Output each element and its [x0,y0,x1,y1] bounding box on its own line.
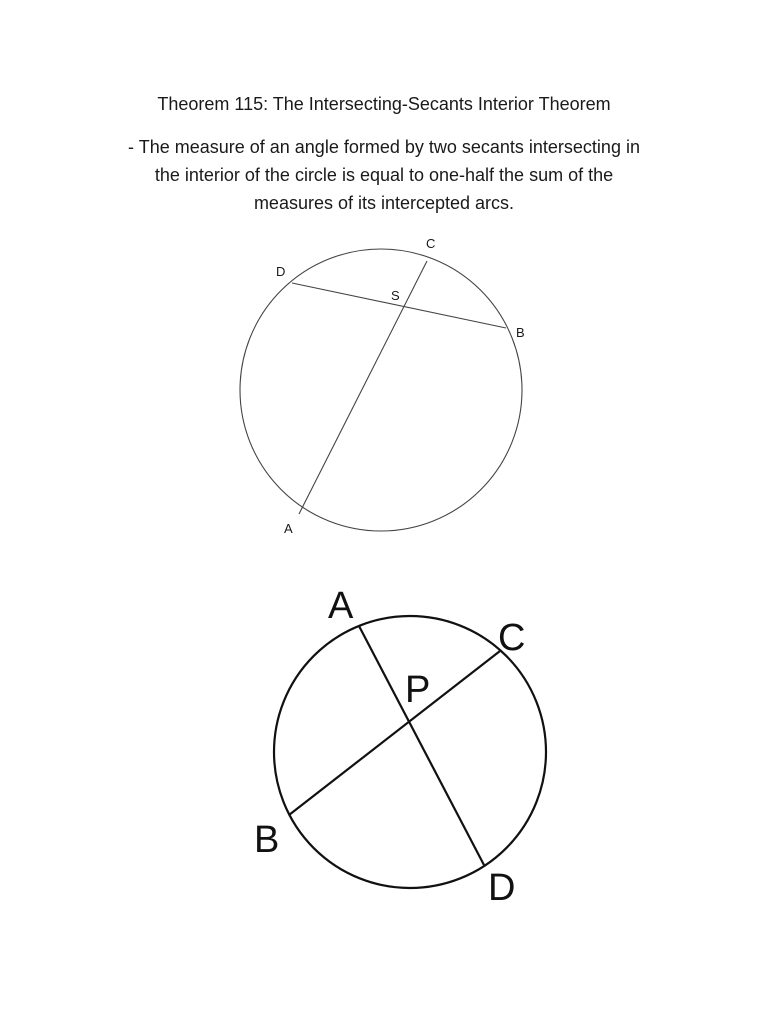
label-p: P [405,669,431,711]
label-d: D [276,264,286,279]
secant-ac [299,261,427,514]
statement-line: the interior of the circle is equal to one-half the sum of the [154,165,614,185]
label-a: A [284,521,293,536]
label-a: A [328,585,354,627]
figure-2-diagram [0,580,768,910]
label-c: C [426,236,436,251]
label-c: C [498,617,526,659]
circle-1 [240,249,522,531]
theorem-statement [84,133,684,217]
label-b: B [516,325,525,340]
label-s: S [391,288,400,303]
statement-line: - The measure of an angle formed by two secants intersecting in [128,137,640,157]
label-b: B [254,819,280,861]
theorem-title: Theorem 115: The Intersecting-Secants Interior Theorem [157,94,611,114]
label-d: D [488,867,516,909]
figure-1-diagram [0,230,768,550]
statement-line: measures of its intercepted arcs. [253,193,515,213]
chord-bc [289,651,500,815]
